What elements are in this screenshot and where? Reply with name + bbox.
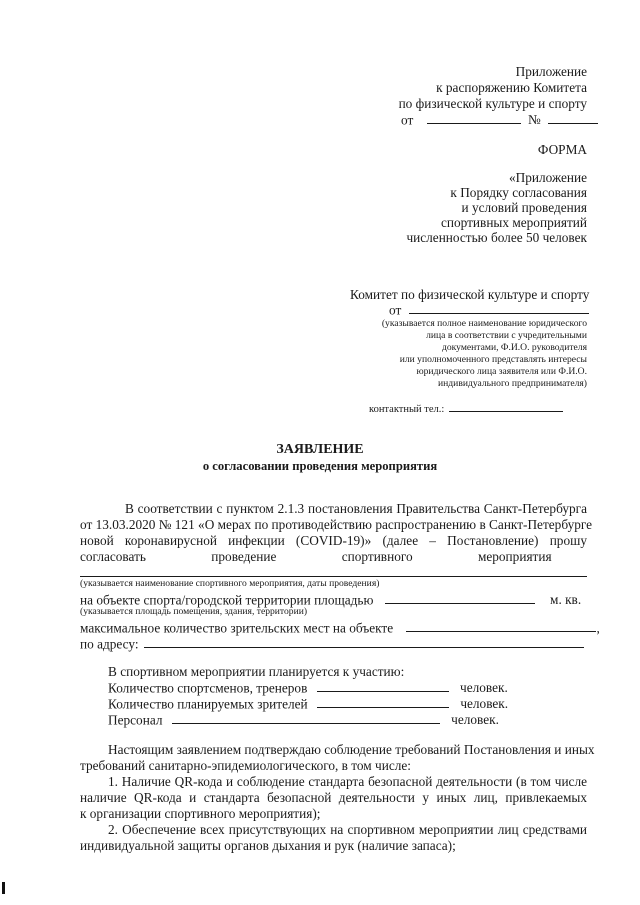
- hint-event: (указывается наименование спортивного мероприятия, даты проведения): [80, 578, 380, 589]
- body-p1-line-2: от 13.03.2020 № 121 «О мерах по противодействию распространению в Санкт-Петербурге: [80, 517, 593, 532]
- area-label: на объекте спорта/городской территории площадью: [80, 592, 374, 608]
- participants-intro: В спортивном мероприятии планируется к участию:: [108, 664, 405, 679]
- staff-label: Персонал: [108, 712, 163, 728]
- addressee-hint-6: индивидуального предпринимателя): [438, 378, 587, 389]
- hint-area: (указывается площадь помещения, здания, территории): [80, 606, 308, 617]
- addressee-from-label: от: [389, 302, 402, 318]
- staff-blank: [172, 712, 440, 724]
- staff-unit: человек.: [451, 712, 499, 728]
- body-p1-line-3: новой коронавирусной инфекции (COVID-19)» (далее – Постановление) прошу: [80, 533, 587, 548]
- header-date-blank: [427, 112, 521, 124]
- spectators-label: Количество планируемых зрителей: [108, 696, 308, 712]
- appendix-line-4: спортивных мероприятий: [440, 215, 587, 230]
- addressee-hint-5: юридического лица заявителя или Ф.И.О.: [416, 366, 587, 377]
- addressee-hint-2: лица в соответствии с учредительными: [426, 330, 587, 341]
- max-spectators-row: максимальное количество зрительских мест на объекте ,: [80, 620, 600, 636]
- address-label: по адресу:: [80, 636, 139, 652]
- header-order-label: к распоряжению Комитета: [436, 80, 587, 95]
- forma-label: ФОРМА: [537, 142, 587, 157]
- header-from-label: от: [401, 112, 414, 128]
- athletes-unit: человек.: [460, 680, 508, 696]
- addressee-hint-3: документами, Ф.И.О. руководителя: [441, 342, 587, 353]
- athletes-label: Количество спортсменов, тренеров: [108, 680, 308, 696]
- confirm-line-1: Настоящим заявлением подтверждаю соблюдение требований Постановления и иных: [108, 742, 595, 757]
- document-subtitle: о согласовании проведения мероприятия: [202, 459, 438, 473]
- addressee-hint-1: (указывается полное наименование юридического: [381, 318, 587, 329]
- address-blank: [144, 636, 584, 648]
- addressee-contact-label: контактный тел.:: [369, 403, 445, 415]
- body-p1-line-1: В соответствии с пунктом 2.1.3 постановления Правительства Санкт-Петербурга: [125, 501, 587, 516]
- addressee-from-row: [389, 302, 589, 318]
- spectators-unit: человек.: [460, 696, 509, 712]
- athletes-blank: [317, 680, 449, 692]
- addressee-hint-4: или уполномоченного представлять интересы: [399, 354, 587, 365]
- max-spectators-label: максимальное количество зрительских мест на объекте: [80, 620, 394, 636]
- header-committee-label: по физической культуре и спорту: [398, 96, 587, 111]
- scan-mark: [2, 882, 5, 894]
- area-blank: [385, 592, 535, 604]
- appendix-line-5: численностью более 50 человек: [406, 230, 587, 245]
- addressee-contact-row: [369, 402, 563, 415]
- area-unit: м. кв.: [550, 592, 582, 608]
- athletes-row: [108, 680, 508, 696]
- addressee-from-blank: [409, 302, 589, 314]
- event-name-blank: [80, 576, 587, 577]
- addressee-contact-blank: [449, 402, 563, 412]
- item2-line-2: индивидуальной защиты органов дыхания и рук (наличие запаса);: [80, 838, 456, 853]
- appendix-line-1: «Приложение: [508, 170, 587, 185]
- item1-line-3: к организации спортивного мероприятия);: [80, 806, 321, 821]
- spectators-blank: [317, 696, 449, 708]
- item1-line-2: наличие QR-кода и стандарта безопасной деятельности у иных лиц, привлекаемых: [80, 790, 587, 805]
- body-p1-line-4: согласовать проведение спортивного мероприятия: [80, 549, 552, 564]
- staff-row: [108, 712, 499, 728]
- max-spectators-blank: [406, 620, 596, 632]
- header-appendix-label: Приложение: [515, 64, 587, 79]
- header-number-label: №: [527, 112, 541, 128]
- address-row: [80, 636, 584, 652]
- header-number-blank: [548, 112, 598, 124]
- appendix-line-3: и условий проведения: [461, 200, 587, 215]
- item1-line-1: 1. Наличие QR-кода и соблюдение стандарта безопасной деятельности (в том числе: [108, 774, 587, 789]
- confirm-line-2: требований санитарно-эпидемиологического, в том числе:: [80, 758, 411, 773]
- spectators-row: [108, 696, 508, 712]
- document-title: ЗАЯВЛЕНИЕ: [276, 442, 364, 457]
- appendix-line-2: к Порядку согласования: [450, 185, 587, 200]
- header-date-number-row: [401, 112, 598, 128]
- item2-line-1: 2. Обеспечение всех присутствующих на спортивном мероприятии лиц средствами: [108, 822, 587, 837]
- addressee-committee: Комитет по физической культуре и спорту: [350, 287, 590, 302]
